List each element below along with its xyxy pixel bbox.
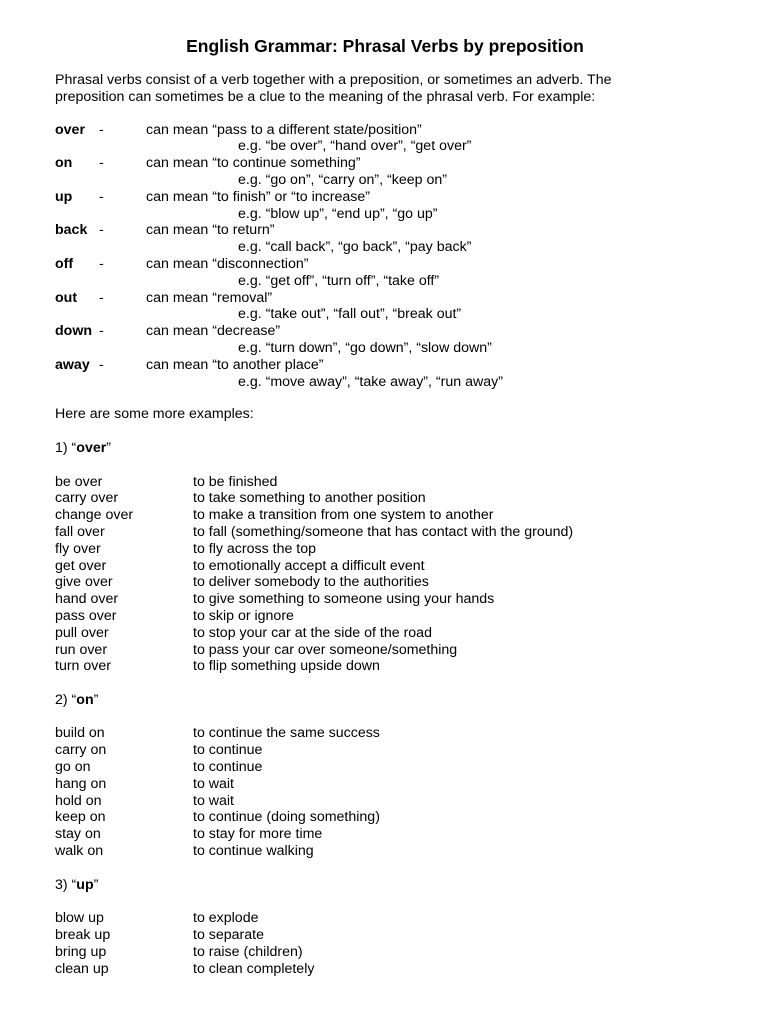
preposition-dash: - — [99, 121, 104, 138]
verb-table-over — [55, 474, 735, 676]
preposition-example: e.g. “call back”, “go back”, “pay back” — [238, 239, 472, 256]
verb-row — [55, 910, 735, 927]
verb-name: stay on — [55, 826, 101, 843]
preposition-meaning: can mean “decrease” — [146, 323, 281, 340]
verb-row — [55, 591, 735, 608]
verb-definition: to make a transition from one system to another — [193, 507, 494, 524]
verb-name: bring up — [55, 943, 107, 960]
verb-row — [55, 642, 735, 659]
section-prefix: 2) “ — [55, 691, 77, 708]
verb-row — [55, 658, 735, 675]
preposition-dash: - — [99, 289, 104, 306]
verb-row — [55, 927, 735, 944]
preposition-example-row — [55, 340, 735, 357]
preposition-word: out — [55, 289, 78, 306]
verb-row — [55, 541, 735, 558]
preposition-example: e.g. “be over”, “hand over”, “get over” — [238, 138, 472, 155]
verb-row — [55, 608, 735, 625]
section-suffix: ” — [93, 876, 99, 893]
verb-definition: to fly across the top — [193, 540, 317, 557]
verb-name: fly over — [55, 540, 101, 557]
verb-name: carry on — [55, 742, 107, 759]
verb-row — [55, 574, 735, 591]
preposition-example-row — [55, 273, 735, 290]
preposition-word: off — [55, 255, 74, 272]
preposition-word: up — [55, 188, 73, 205]
preposition-meaning: can mean “to continue something” — [146, 155, 361, 172]
preposition-example: e.g. “go on”, “carry on”, “keep on” — [238, 171, 447, 188]
preposition-meaning: can mean “to finish” or “to increase” — [146, 188, 370, 205]
verb-name: get over — [55, 557, 107, 574]
verb-name: keep on — [55, 809, 106, 826]
preposition-meaning: can mean “to return” — [146, 222, 275, 239]
verb-row — [55, 843, 735, 860]
preposition-dash: - — [99, 155, 104, 172]
verb-name: hand over — [55, 591, 119, 608]
verb-definition: to explode — [193, 910, 259, 927]
preposition-example: e.g. “move away”, “take away”, “run away” — [238, 373, 503, 390]
preposition-example-row — [55, 239, 735, 256]
verb-definition: to raise (children) — [193, 943, 303, 960]
page-title: English Grammar: Phrasal Verbs by preposition — [186, 36, 584, 56]
section-keyword: up — [76, 876, 94, 893]
preposition-example: e.g. “blow up”, “end up”, “go up” — [238, 205, 438, 222]
verb-definition: to skip or ignore — [193, 607, 294, 624]
verb-definition: to stop your car at the side of the road — [193, 624, 432, 641]
preposition-row-off — [55, 256, 735, 273]
verb-definition: to stay for more time — [193, 826, 323, 843]
preposition-row-up — [55, 189, 735, 206]
preposition-row-away — [55, 357, 735, 374]
preposition-word: on — [55, 155, 73, 172]
verb-definition: to wait — [193, 775, 235, 792]
more-examples-heading: Here are some more examples: — [55, 406, 254, 423]
verb-definition: to give something to someone using your hands — [193, 591, 495, 608]
verb-row — [55, 944, 735, 961]
verb-definition: to continue the same success — [193, 725, 380, 742]
verb-name: clean up — [55, 960, 109, 977]
preposition-meaning: can mean “pass to a different state/position” — [146, 121, 422, 138]
verb-name: pass over — [55, 607, 117, 624]
verb-definition: to pass your car over someone/something — [193, 641, 458, 658]
preposition-row-out — [55, 290, 735, 307]
verb-row — [55, 507, 735, 524]
verb-definition: to be finished — [193, 473, 278, 490]
intro-paragraph — [55, 72, 735, 106]
section-suffix: ” — [106, 439, 111, 456]
verb-name: be over — [55, 473, 103, 490]
verb-definition: to clean completely — [193, 960, 315, 977]
verb-definition: to wait — [193, 792, 235, 809]
verb-name: run over — [55, 641, 108, 658]
verb-name: hold on — [55, 792, 102, 809]
verb-row — [55, 961, 735, 978]
preposition-dash: - — [99, 222, 104, 239]
preposition-example-row — [55, 306, 735, 323]
verb-definition: to take something to another position — [193, 490, 426, 507]
verb-name: change over — [55, 507, 134, 524]
verb-row — [55, 524, 735, 541]
preposition-word: down — [55, 323, 93, 340]
verb-row — [55, 474, 735, 491]
section-heading-over — [55, 440, 735, 457]
verb-definition: to continue walking — [193, 843, 314, 860]
preposition-example-row — [55, 172, 735, 189]
verb-definition: to separate — [193, 927, 264, 944]
preposition-example: e.g. “turn down”, “go down”, “slow down” — [238, 339, 492, 356]
verb-row — [55, 809, 735, 826]
verb-definition: to continue (doing something) — [193, 809, 380, 826]
verb-table-up — [55, 910, 735, 977]
section-prefix: 1) “ — [55, 439, 77, 456]
verb-name: blow up — [55, 910, 104, 927]
verb-name: walk on — [55, 843, 104, 860]
verb-definition: to fall (something/someone that has contact with the ground) — [193, 523, 574, 540]
preposition-meaning: can mean “to another place” — [146, 356, 324, 373]
verb-definition: to flip something upside down — [193, 658, 380, 675]
preposition-row-down — [55, 323, 735, 340]
verb-row — [55, 793, 735, 810]
preposition-row-over — [55, 122, 735, 139]
verb-name: go on — [55, 759, 91, 776]
document-page — [55, 36, 735, 994]
preposition-example: e.g. “get off”, “turn off”, “take off” — [238, 272, 440, 289]
verb-table-on — [55, 725, 735, 859]
section-heading-up — [55, 877, 735, 894]
verb-name: carry over — [55, 490, 119, 507]
intro-line-1: Phrasal verbs consist of a verb together with a preposition, or sometimes an adverb. The — [55, 72, 612, 88]
verb-row — [55, 625, 735, 642]
verb-name: build on — [55, 725, 105, 742]
intro-line-2: preposition can sometimes be a clue to the meaning of the phrasal verb. For example: — [55, 88, 596, 105]
verb-row — [55, 490, 735, 507]
verb-name: pull over — [55, 624, 109, 641]
preposition-row-on — [55, 155, 735, 172]
verb-name: hang on — [55, 775, 107, 792]
preposition-word: away — [55, 356, 90, 373]
preposition-word: over — [55, 121, 85, 138]
verb-definition: to continue — [193, 759, 263, 776]
verb-row — [55, 776, 735, 793]
preposition-meaning: can mean “removal” — [146, 289, 273, 306]
verb-definition: to emotionally accept a difficult event — [193, 557, 425, 574]
verb-name: turn over — [55, 658, 111, 675]
verb-name: break up — [55, 927, 111, 944]
preposition-list — [55, 122, 735, 391]
verb-name: give over — [55, 574, 113, 591]
section-suffix: ” — [93, 691, 99, 708]
preposition-example-row — [55, 374, 735, 391]
verb-row — [55, 742, 735, 759]
section-keyword: over — [76, 439, 107, 456]
preposition-example-row — [55, 138, 735, 155]
verb-definition: to deliver somebody to the authorities — [193, 574, 429, 591]
verb-definition: to continue — [193, 742, 263, 759]
verb-row — [55, 759, 735, 776]
verb-row — [55, 725, 735, 742]
preposition-example-row — [55, 206, 735, 223]
preposition-example: e.g. “take out”, “fall out”, “break out” — [238, 306, 462, 323]
verb-row — [55, 558, 735, 575]
section-heading-on — [55, 692, 735, 709]
verb-name: fall over — [55, 523, 105, 540]
preposition-dash: - — [99, 188, 104, 205]
preposition-dash: - — [99, 255, 104, 272]
preposition-word: back — [55, 222, 88, 239]
preposition-dash: - — [99, 323, 104, 340]
section-keyword: on — [76, 691, 94, 708]
preposition-dash: - — [99, 356, 104, 373]
section-prefix: 3) “ — [55, 876, 77, 893]
preposition-row-back — [55, 222, 735, 239]
verb-row — [55, 826, 735, 843]
preposition-meaning: can mean “disconnection” — [146, 255, 309, 272]
